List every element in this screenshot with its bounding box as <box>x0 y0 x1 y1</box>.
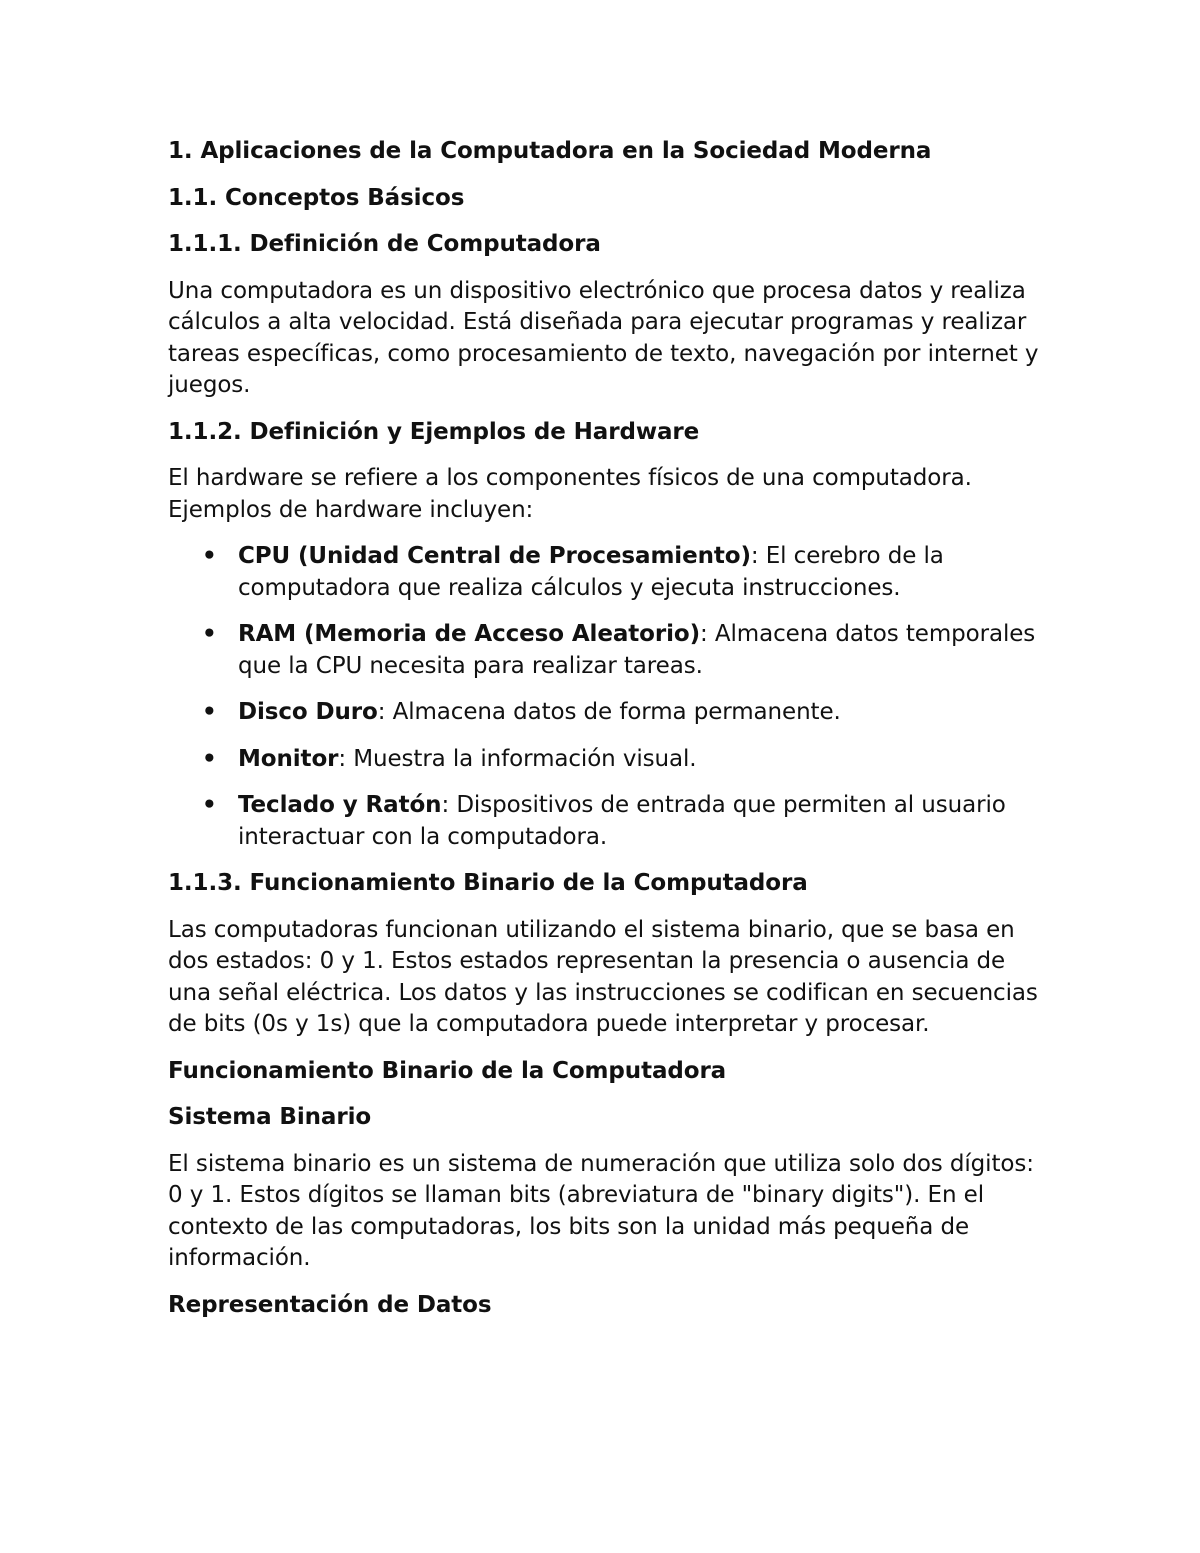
document-page <box>168 136 1048 1336</box>
list-item-term: Disco Duro <box>238 699 378 725</box>
paragraph-sistema-binario: El sistema binario es un sistema de numeración que utiliza solo dos dígitos: 0 y 1. Estos dígitos se llaman bits (abreviatura de "binary digits"). En el contexto de las computadoras, los bits son la unidad más pequeña de información. <box>168 1150 1034 1271</box>
bullet-icon: • <box>202 699 217 725</box>
subsection-heading-definicion-computadora: 1.1.1. Definición de Computadora <box>168 231 601 257</box>
list-item-monitor <box>168 744 1048 776</box>
paragraph-computadora: Una computadora es un dispositivo electrónico que procesa datos y realiza cálculos a alta velocidad. Está diseñada para ejecutar programas y realizar tareas específicas, como procesamiento de texto, navegación por internet y juegos. <box>168 277 1039 398</box>
heading-sistema-binario: Sistema Binario <box>168 1104 372 1130</box>
list-item-term: Monitor <box>238 745 339 772</box>
list-item-desc: : Almacena datos temporales que la CPU necesita para realizar tareas. <box>238 621 1036 679</box>
section-heading-conceptos: 1.1. Conceptos Básicos <box>168 184 465 211</box>
paragraph-binario: Las computadoras funcionan utilizando el sistema binario, que se basa en dos estados: 0 y 1. Estos estados representan la presencia o ausencia de una señal eléctrica. Los datos y las instrucciones se codifican en secuencias de bits (0s y 1s) que la computadora puede interpretar y procesar. <box>168 916 1038 1037</box>
subsection-heading-binario: 1.1.3. Funcionamiento Binario de la Computadora <box>168 870 808 896</box>
list-item-term: Teclado y Ratón <box>238 792 442 818</box>
bullet-icon: • <box>202 792 217 818</box>
list-item-disco-duro <box>168 697 1048 729</box>
list-item-ram <box>168 619 1048 682</box>
list-item-term: RAM (Memoria de Acceso Aleatorio) <box>238 621 701 647</box>
paragraph-hardware: El hardware se refiere a los componentes físicos de una computadora. Ejemplos de hardware incluyen: <box>168 465 972 523</box>
bullet-icon: • <box>202 543 217 569</box>
list-item-cpu <box>168 541 1048 604</box>
bullet-icon: • <box>202 621 217 647</box>
list-item-desc: : Muestra la información visual. <box>338 745 697 772</box>
list-item-desc: : Dispositivos de entrada que permiten al usuario interactuar con la computadora. <box>238 792 1006 850</box>
list-item-desc: : El cerebro de la computadora que realiza cálculos y ejecuta instrucciones. <box>238 543 944 601</box>
main-heading: 1. Aplicaciones de la Computadora en la Sociedad Moderna <box>168 138 932 164</box>
subsection-heading-hardware: 1.1.2. Definición y Ejemplos de Hardware <box>168 418 700 445</box>
list-item-term: CPU (Unidad Central de Procesamiento) <box>238 543 751 569</box>
list-item-desc: : Almacena datos de forma permanente. <box>377 699 841 725</box>
heading-representacion-datos: Representación de Datos <box>168 1291 492 1318</box>
bullet-icon: • <box>202 745 217 772</box>
list-item-teclado-raton <box>168 790 1048 853</box>
hardware-list <box>168 541 1048 853</box>
heading-funcionamiento-binario: Funcionamiento Binario de la Computadora <box>168 1057 727 1084</box>
